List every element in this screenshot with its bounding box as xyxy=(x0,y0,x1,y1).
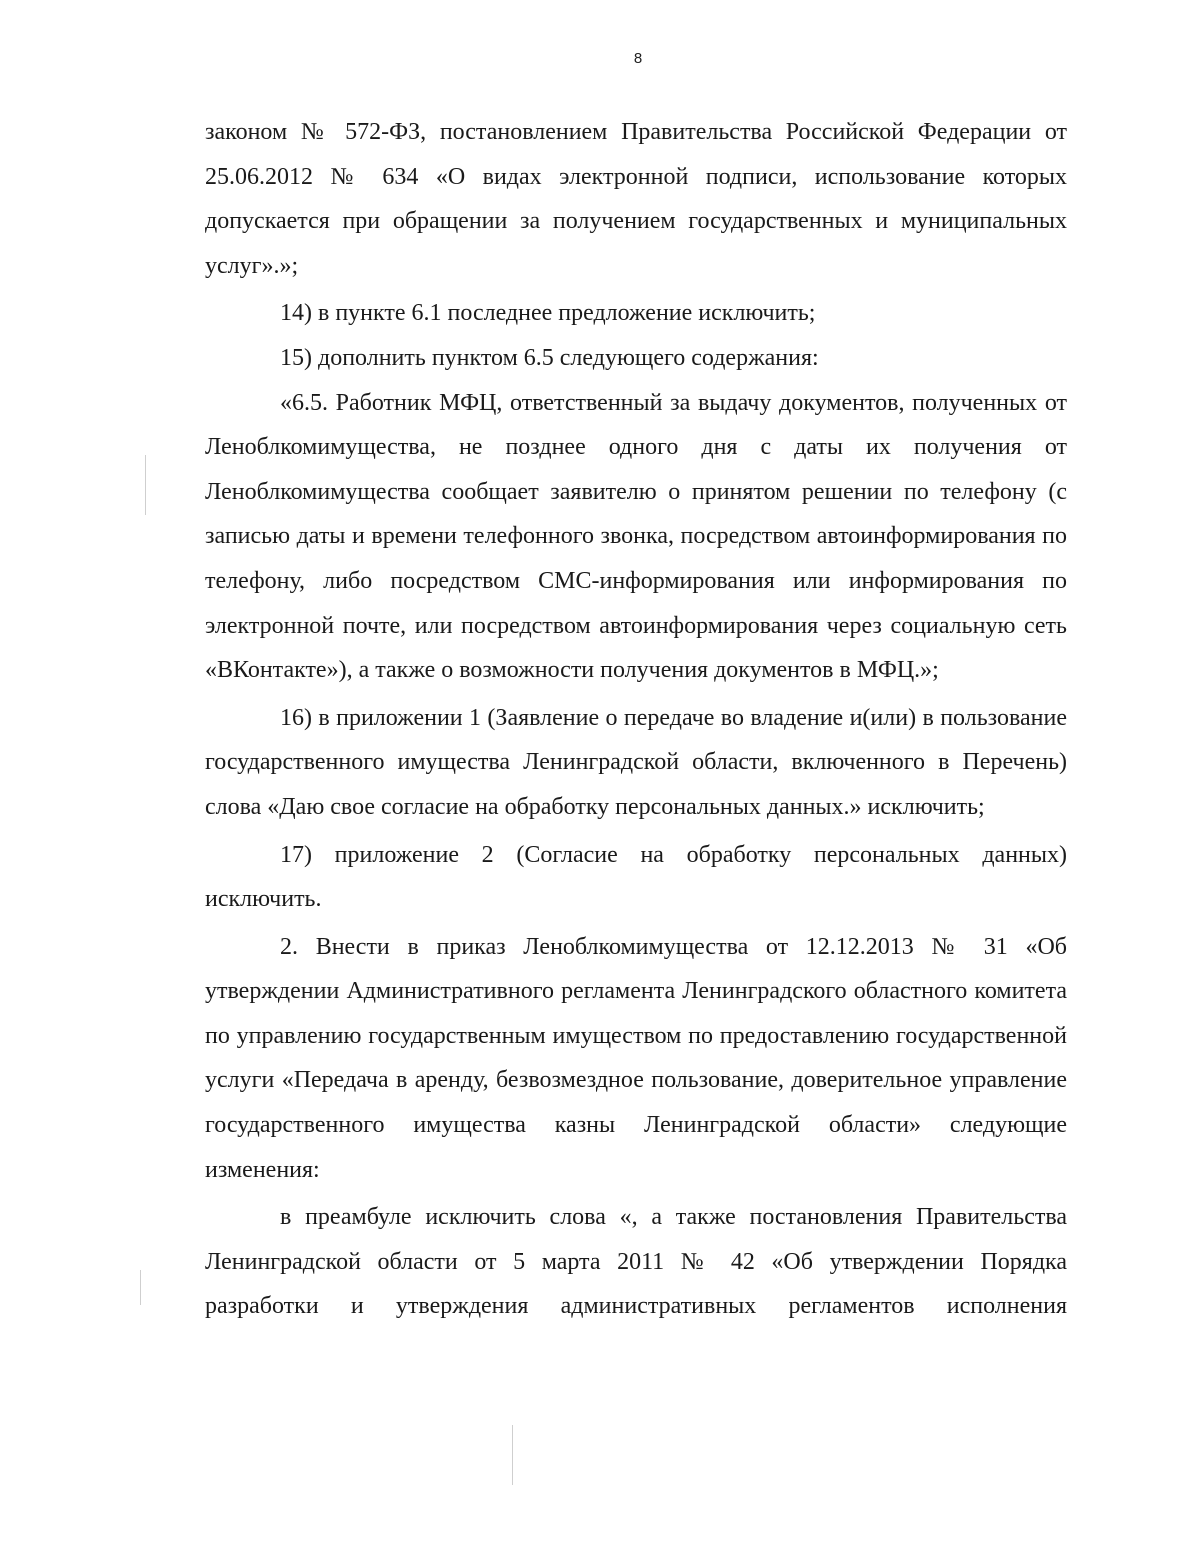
scan-artifact-line xyxy=(140,1270,141,1305)
scan-artifact-line xyxy=(145,455,146,515)
paragraph-item-17: 17) приложение 2 (Согласие на обработку персональных данных) исключить. xyxy=(205,841,1067,913)
paragraph-section-2: 2. Внести в приказ Леноблкомимущества от 12.12.2013 № 31 «Об утверждении Административного регламента Ленинградского областного комитета по управлению государственным имуществом по предоставлению государственной услуги «Передача в аренду, безвозмездное пользование, доверительное управление государственного имущества казны Ленинградской области» следующие изменения: xyxy=(205,933,1067,1183)
paragraph-item-14: 14) в пункте 6.1 последнее предложение исключить; xyxy=(280,300,816,327)
paragraph-quote-6-5: «6.5. Работник МФЦ, ответственный за выдачу документов, полученных от Леноблкомимущества, не позднее одного дня с даты их получения от Леноблкомимущества сообщает заявителю о принятом решении по телефону (с записью даты и времени телефонного звонка, посредством автоинформирования по телефону, либо посредством СМС-информирования или информирования по электронной почте, или посредством автоинформирования через социальную сеть «ВКонтакте»), а также о возможности получения документов в МФЦ.»; xyxy=(205,389,1067,684)
paragraph-item-15: 15) дополнить пунктом 6.5 следующего содержания: xyxy=(280,344,819,371)
paragraph-preamble: в преамбуле исключить слова «, а также постановления Правительства Ленинградской области от 5 марта 2011 № 42 «Об утверждении Порядка разработки и утверждения административных регламентов исполнения xyxy=(205,1204,1067,1320)
paragraph-continuation: законом № 572-ФЗ, постановлением Правительства Российской Федерации от 25.06.2012 № 634 «О видах электронной подписи, использование которых допускается при обращении за получением государственных и муниципальных услуг».»; xyxy=(205,119,1067,279)
page-number: 8 xyxy=(633,50,643,67)
paragraph-item-16: 16) в приложении 1 (Заявление о передаче во владение и(или) в пользование государственного имущества Ленинградской области, включенного в Перечень) слова «Даю свое согласие на обработку персональных данных.» исключить; xyxy=(205,704,1067,820)
document-body xyxy=(205,110,1067,1329)
scan-artifact-line xyxy=(512,1425,513,1485)
